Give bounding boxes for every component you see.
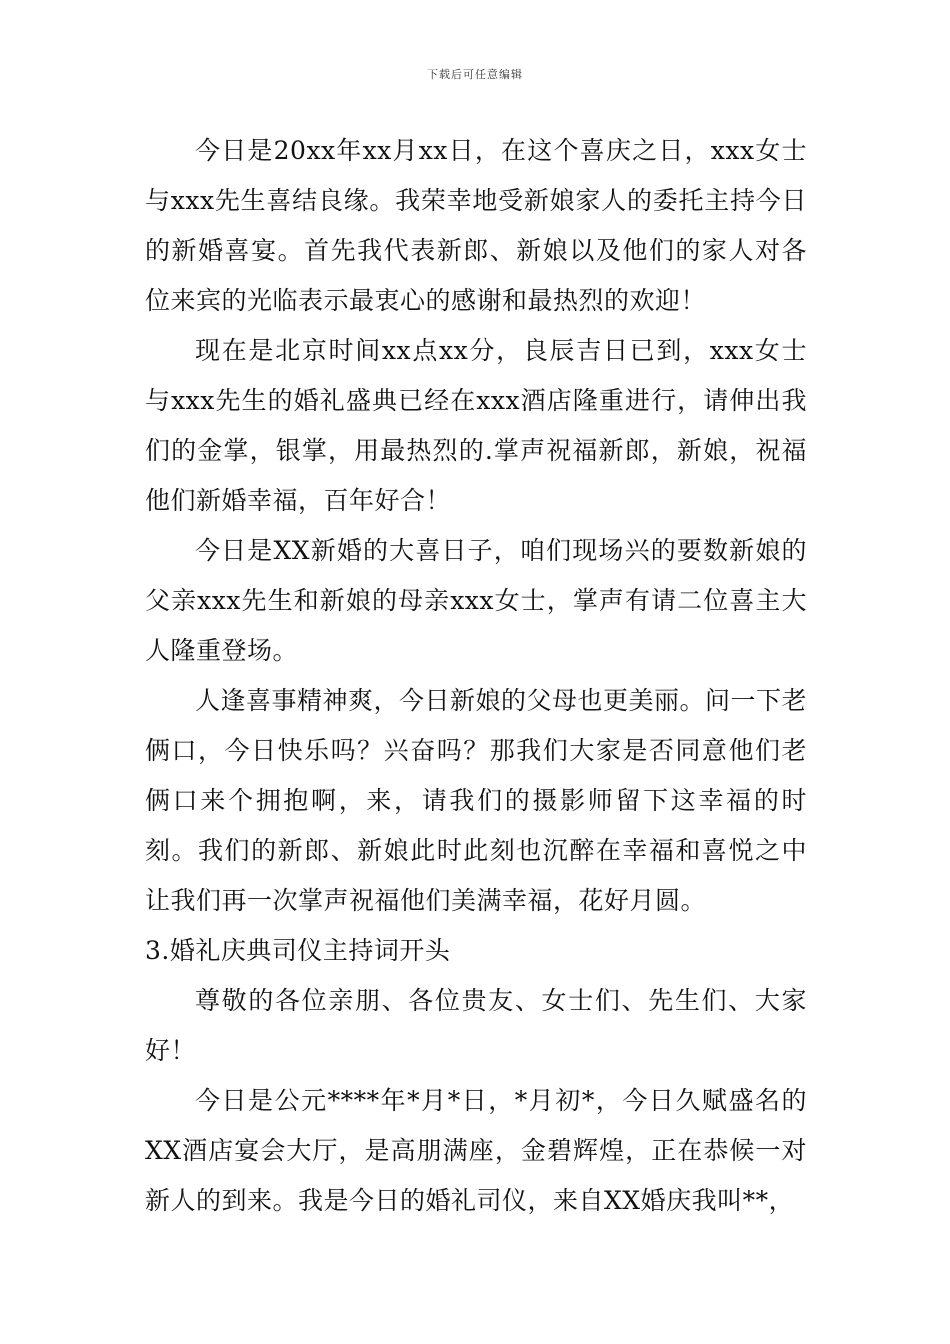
page-header-note: 下载后可任意编辑 [427, 68, 523, 81]
paragraph-opening: 今日是20xx年xx月xx日，在这个喜庆之日，xxx女士与xxx先生喜结良缘。我荣幸地受新娘家人的委托主持今日的新婚喜宴。首先我代表新郎、新娘以及他们的家人对各位来宾的光临表示最衷心的感谢和最热烈的欢迎！ [145, 136, 807, 315]
paragraph-ceremony-start: 现在是北京时间xx点xx分，良辰吉日已到，xxx女士与xxx先生的婚礼盛典已经在xxx酒店隆重进行，请伸出我们的金掌，银掌，用最热烈的.掌声祝福新郎，新娘，祝福他们新婚幸福，百年好合！ [145, 336, 807, 515]
paragraph-introduction: 今日是公元****年*月*日，*月初*，今日久赋盛名的XX酒店宴会大厅，是高朋满座，金碧辉煌，正在恭候一对新人的到来。我是今日的婚礼司仪，来自XX婚庆我叫**， [145, 1086, 807, 1215]
paragraph-parents-hug: 人逢喜事精神爽，今日新娘的父母也更美丽。问一下老俩口，今日快乐吗？兴奋吗？那我们大家是否同意他们老俩口来个拥抱啊，来，请我们的摄影师留下这幸福的时刻。我们的新郎、新娘此时此刻也沉醉在幸福和喜悦之中让我们再一次掌声祝福他们美满幸福，花好月圆。 [145, 686, 808, 915]
document-body [145, 126, 807, 1226]
paragraph-greeting: 尊敬的各位亲朋、各位贵友、女士们、先生们、大家好！ [145, 986, 807, 1065]
paragraph-parents-invite: 今日是XX新婚的大喜日子，咱们现场兴的要数新娘的父亲xxx先生和新娘的母亲xxx女士，掌声有请二位喜主大人隆重登场。 [145, 536, 807, 665]
section-heading: 3.婚礼庆典司仪主持词开头 [145, 936, 451, 965]
